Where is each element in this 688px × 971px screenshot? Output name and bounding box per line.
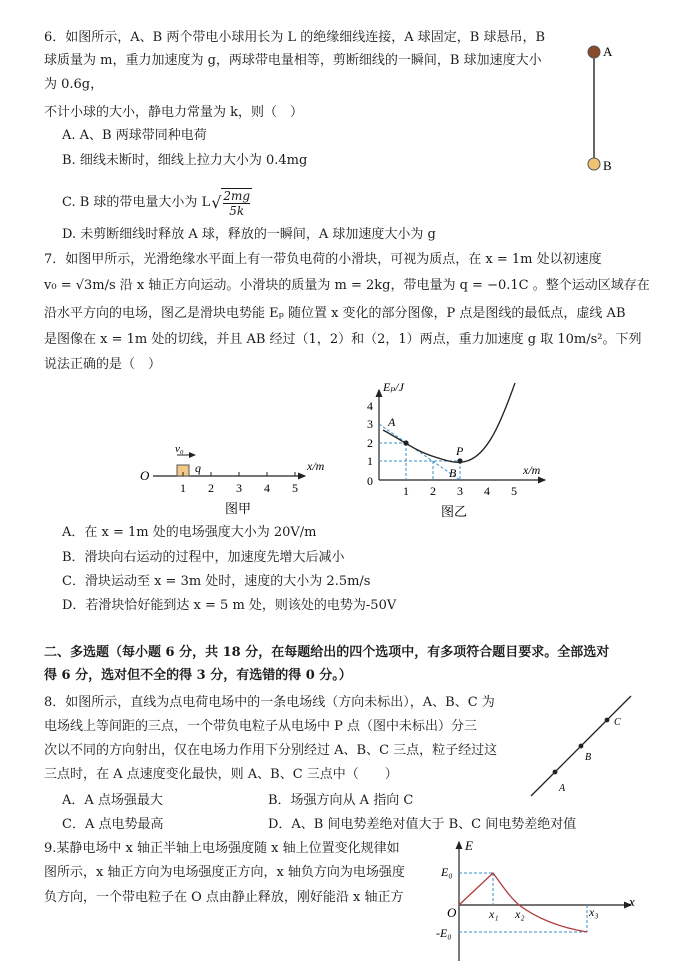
fig-yi-y-label: Eₚ/J <box>383 380 404 394</box>
fig-yi-ytick-2: 2 <box>367 436 373 450</box>
q7-stem-line2: v₀ = √3m/s 沿 x 轴正方向运动。小滑块的质量为 m = 2kg，带电量为 q = −0.1C 。整个运动区域存在 <box>44 278 650 293</box>
q8-option-b: B．场强方向从 A 指向 C <box>268 793 414 808</box>
q7-stem-line5: 说法正确的是（ ） <box>44 357 162 372</box>
q7-figure-jia <box>135 438 335 518</box>
q8-point-a <box>553 770 558 775</box>
q6-fraction-den: 5k <box>229 204 245 218</box>
q9-guides <box>459 873 587 932</box>
q9-figure <box>435 836 645 966</box>
fig-jia-v0: v₀ <box>175 443 184 455</box>
q7-figure-yi <box>355 375 555 525</box>
q7-option-a: A．在 x = 1m 处的电场强度大小为 20V/m <box>62 525 317 540</box>
q9-curve <box>459 873 587 932</box>
q7-stem-line4: 是图像在 x = 1m 处的切线，并且 AB 经过（1，2）和（2，1）两点，重力加速度 g 取 10m/s²。下列 <box>44 332 642 347</box>
fig-yi-tangent-point <box>403 440 408 445</box>
q7-option-c: C．滑块运动至 x = 3m 处时，速度的大小为 2.5m/s <box>62 574 371 589</box>
sqrt-symbol: √ <box>211 193 222 212</box>
q9-label-e: E <box>465 838 473 853</box>
q7-option-b: B．滑块向右运动的过程中，加速度先增大后减小 <box>62 550 345 565</box>
fig-yi-xtick-5: 5 <box>511 484 517 498</box>
q6-fraction <box>221 188 252 218</box>
q6-stem-line3: 为 0.6g， <box>44 77 104 92</box>
q8-point-c <box>605 718 610 723</box>
fig-yi-guides <box>379 424 460 480</box>
q9-stem-line2: 图所示，x 轴正方向为电场强度正方向，x 轴负方向为电场强度 <box>44 865 405 880</box>
q9-stem-line3: 负方向，一个带电粒子在 O 点由静止释放，刚好能沿 x 轴正方 <box>44 890 404 905</box>
q6-label-a: A <box>603 44 613 59</box>
fig-yi-label-p: P <box>456 444 464 458</box>
fig-jia-tick-4: 4 <box>264 481 270 495</box>
q6-option-a: A. A、B 两球带同种电荷 <box>62 128 207 143</box>
fig-yi-xtick-1: 1 <box>403 484 409 498</box>
fig-yi-caption: 图乙 <box>441 504 468 519</box>
q6-stem-line4: 不计小球的大小，静电力常量为 k，则（ ） <box>44 105 304 120</box>
q6-fraction-num: 2mg <box>223 189 251 203</box>
q7-option-d: D．若滑块恰好能到达 x = 5 m 处，则该处的电势为-50V <box>62 598 397 613</box>
q8-label-c: C <box>614 717 621 728</box>
fig-jia-x-label: x/m <box>307 459 325 473</box>
fig-yi-ytick-4: 4 <box>367 399 373 413</box>
q7-stem-line3: 沿水平方向的电场，图乙是滑块电势能 Eₚ 随位置 x 变化的部分图像，P 点是图线的最低点，虚线 AB <box>44 306 626 321</box>
fig-yi-curve <box>383 383 515 462</box>
fig-jia-tick-5: 5 <box>292 481 298 495</box>
fig-yi-ytick-3: 3 <box>367 417 373 431</box>
q6-ball-a <box>588 46 600 58</box>
fig-yi-point-p <box>457 458 462 463</box>
q6-stem-line2: 球质量为 m，重力加速度为 g，两球带电量相等，剪断细线的一瞬间，B 球加速度大小 <box>44 53 542 68</box>
q9-label-o: O <box>447 905 457 920</box>
fig-jia-q: q <box>195 461 201 475</box>
q9-label-neg-e0: -E₀ <box>436 926 452 940</box>
q9-label-x2: x₂ <box>515 907 525 921</box>
fig-jia-tick-2: 2 <box>208 481 214 495</box>
q6-label-b: B <box>603 158 612 173</box>
q8-figure <box>525 690 635 802</box>
q8-stem-line2: 电场线上等间距的三点，一个带负电粒子从电场中 P 点（图中未标出）分三 <box>44 719 478 734</box>
fig-jia-tick-1: 1 <box>180 481 186 495</box>
fig-jia-origin: O <box>140 468 150 483</box>
fig-yi-x-label: x/m <box>523 463 541 477</box>
fig-yi-xtick-2: 2 <box>430 484 436 498</box>
fig-jia-caption: 图甲 <box>225 501 252 516</box>
section2-heading-line2: 得 6 分，选对但不全的得 3 分，有选错的得 0 分。） <box>44 668 352 683</box>
q8-stem-line4: 三点时，在 A 点速度变化最快，则 A、B、C 三点中（ ） <box>44 767 398 782</box>
q6-option-c-prefix: C. B 球的带电量大小为 L <box>62 195 211 210</box>
q6-stem-line1: 6．如图所示，A、B 两个带电小球用长为 L 的绝缘细线连接，A 球固定，B 球悬吊，B <box>44 30 546 45</box>
q6-option-b: B. 细线未断时，细线上拉力大小为 0.4mg <box>62 153 308 168</box>
q8-option-c: C．A 点电势最高 <box>62 817 164 832</box>
fig-yi-ytick-1: 1 <box>367 454 373 468</box>
fig-yi-label-a: A <box>388 415 396 429</box>
q6-figure <box>580 38 630 178</box>
fig-yi-label-b: B <box>449 466 457 480</box>
q7-stem-line1: 7．如图甲所示，光滑绝缘水平面上有一带负电荷的小滑块，可视为质点，在 x = 1m 处以初速度 <box>44 252 602 267</box>
q8-stem-line1: 8．如图所示，直线为点电荷电场中的一条电场线（方向未标出），A、B、C 为 <box>44 695 495 710</box>
q9-label-x3: x₃ <box>589 905 599 919</box>
q8-label-a: A <box>559 783 566 794</box>
fig-yi-xtick-3: 3 <box>457 484 463 498</box>
q8-option-a: A．A 点场强最大 <box>62 793 163 808</box>
q8-stem-line3: 次以不同的方向射出，仅在电场力作用下分别经过 A、B、C 三点，粒子经过这 <box>44 743 498 758</box>
section2-heading-line1: 二、多选题（每小题 6 分，共 18 分，在每题给出的四个选项中，有多项符合题目要求。全部选对 <box>44 645 610 660</box>
q9-label-x1: x₁ <box>489 907 499 921</box>
q8-point-b <box>579 744 584 749</box>
q6-option-d: D. 未剪断细线时释放 A 球，释放的一瞬间，A 球加速度大小为 g <box>62 227 436 242</box>
fig-jia-tick-3: 3 <box>236 481 242 495</box>
q9-stem-line1: 9.某静电场中 x 轴正半轴上电场强度随 x 轴上位置变化规律如 <box>44 841 400 856</box>
q9-label-x: x <box>629 894 635 909</box>
q6-ball-b <box>588 158 600 170</box>
q6-option-c <box>62 188 252 218</box>
q9-label-e0: E₀ <box>441 865 453 879</box>
q8-label-b: B <box>585 752 592 763</box>
fig-yi-origin: 0 <box>367 474 373 488</box>
q8-option-d: D．A、B 间电势差绝对值大于 B、C 间电势差绝对值 <box>268 817 577 832</box>
fig-yi-xtick-4: 4 <box>484 484 490 498</box>
